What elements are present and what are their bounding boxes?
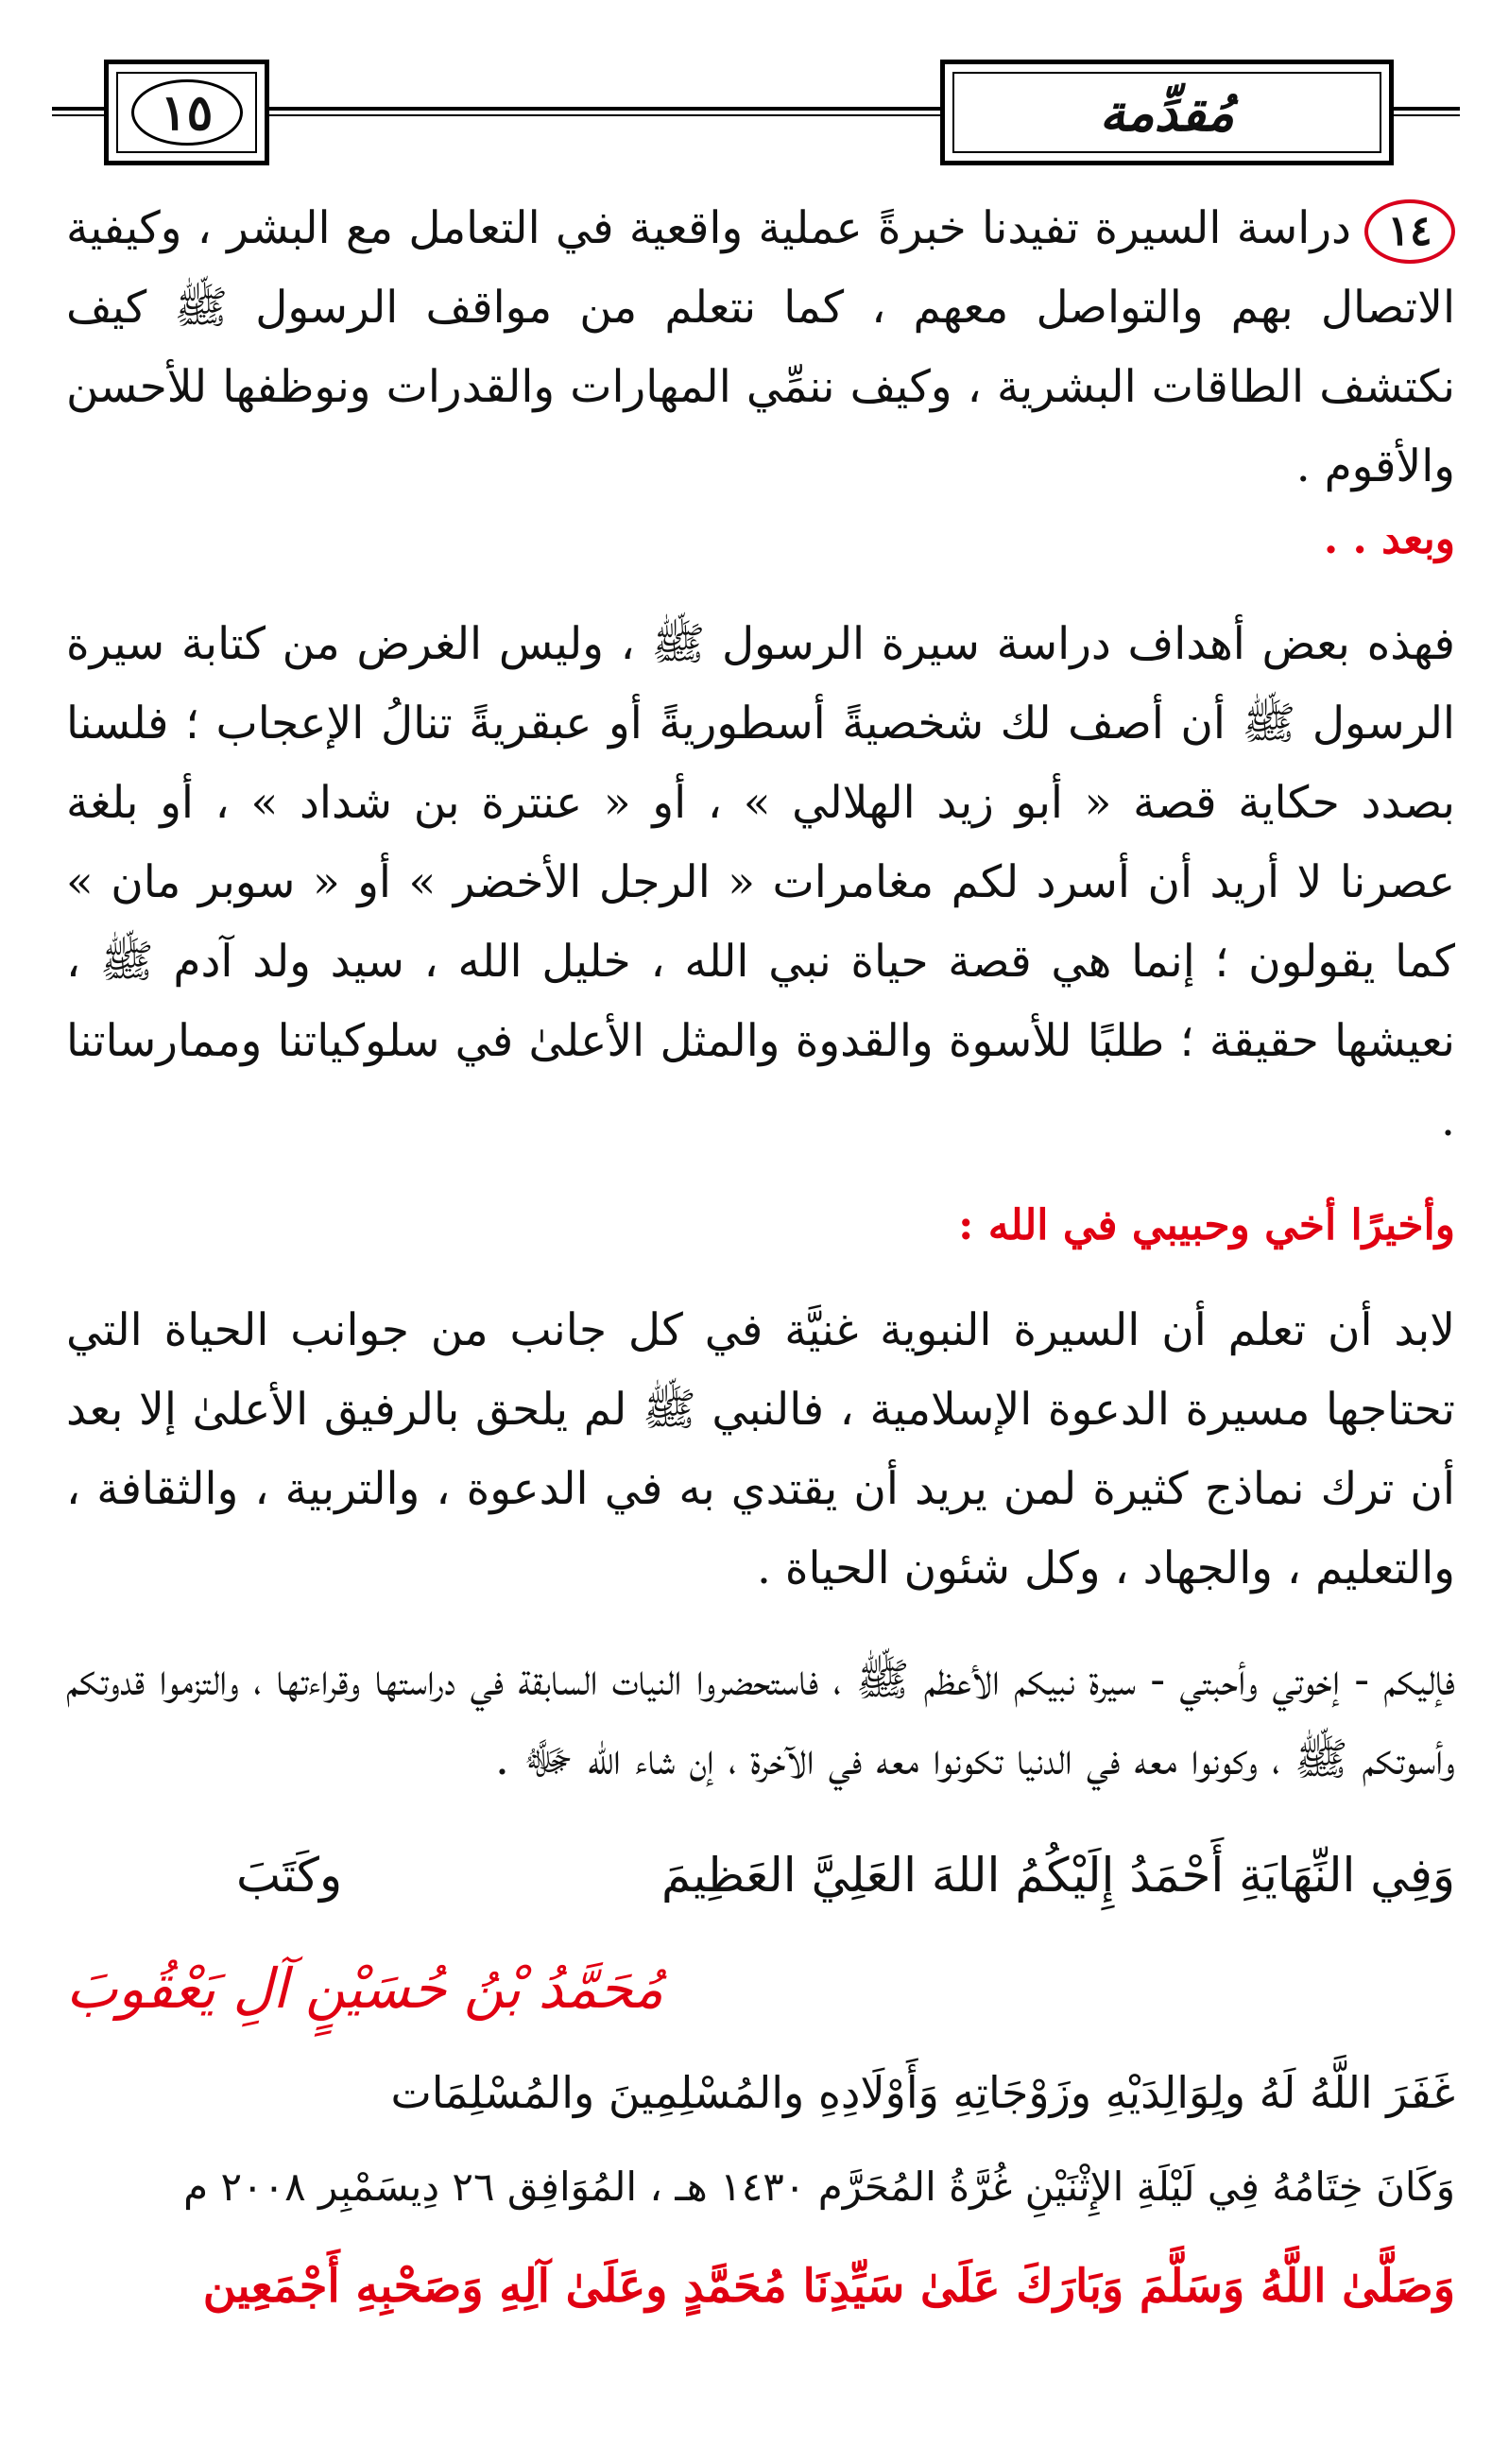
page-content: [66, 189, 1455, 2338]
closing-date: وَكَانَ خِتَامُهُ فِي لَيْلَةِ الإِثْنَيْنِ غُرَّةُ المُحَرَّم ١٤٣٠ هـ ، المُوَافِق ٢٦ دِيسَمْبِر ٢٠٠٨ م: [183, 2163, 1455, 2210]
labud-paragraph: لابد أن تعلم أن السيرة النبوية غنيَّة في كل جانب من جوانب الحياة التي تحتاجها مسيرة الدعوة الإسلامية ، فالنبي ﷺ لم يلحق بالرفيق الأعلىٰ إلا بعد أن ترك نماذج كثيرة لمن يريد أن يقتدي به في الدعوة ، والتربية ، والثقافة ، والتعليم ، والجهاد ، وكل شئون الحياة .: [66, 1304, 1455, 1594]
wabad-heading: وبعد . .: [1323, 515, 1455, 563]
page-header: [52, 52, 1460, 161]
author-name: مُحَمَّدُ بْنُ حُسَيْنٍ آلِ يَعْقُوبَ: [66, 1956, 664, 2021]
section-title-frame: [940, 60, 1394, 165]
closing-dua: غَفَرَ اللَّهُ لَهُ ولِوَالِدَيْهِ وزَوْجَاتِهِ وَأَوْلَادِهِ والمُسْلِمِينَ والمُسْلِمَات: [390, 2067, 1455, 2118]
ilaykum-paragraph: فإليكم - إخوتي وأحبتي - سيرة نبيكم الأعظم ﷺ ، فاستحضروا النيات السابقة في دراستها وقراءتها ، والتزموا قدوتكم وأسوتكم ﷺ ، وكونوا معه في الدنيا تكونوا معه في الآخرة ، إن شاء الله ﷻ .: [66, 1654, 1455, 1785]
closing-hamd-line: [66, 1828, 1455, 1922]
katab-label: وكَتَبَ: [236, 1848, 343, 1903]
intro-paragraph: فهذه بعض أهداف دراسة سيرة الرسول ﷺ ، وليس الغرض من كتابة سيرة الرسول ﷺ أن أصف لك شخصيةً أسطوريةً أو عبقريةً تنالُ الإعجاب ؛ فلسنا بصدد حكاية قصة « أبو زيد الهلالي » ، أو « عنترة بن شداد » ، أو بلغة عصرنا لا أريد أن أسرد لكم مغامرات « الرجل الأخضر » أو « سوبر مان » كما يقولون ؛ إنما هي قصة حياة نبي الله ، خليل الله ، سيد ولد آدم ﷺ ، نعيشها حقيقة ؛ طلبًا للأسوة والقدوة والمثل الأعلىٰ في سلوكياتنا وممارساتنا .: [66, 618, 1455, 1146]
closing-hamd: وَفِي النِّهَايَةِ أَحْمَدُ إِلَيْكُمُ اللهَ العَلِيَّ العَظِيمَ: [661, 1848, 1455, 1903]
closing-blessing: وَصَلَّىٰ اللَّهُ وَسَلَّمَ وَبَارَكَ عَلَىٰ سَيِّدِنَا مُحَمَّدٍ وعَلَىٰ آلِهِ وَصَحْبِهِ أَجْمَعِين: [202, 2260, 1455, 2313]
page-number: ١٥: [131, 79, 243, 146]
page-number-frame: [104, 60, 269, 165]
akhi-heading: وأخيرًا أخي وحبيبي في الله :: [958, 1201, 1455, 1249]
point-14-paragraph: [66, 189, 1455, 507]
point-number-badge: ١٤: [1364, 199, 1455, 264]
point-14-text: دراسة السيرة تفيدنا خبرةً عملية واقعية في التعامل مع البشر ، وكيفية الاتصال بهم والتواصل معهم ، كما نتعلم من مواقف الرسول ﷺ كيف نكتشف الطاقات البشرية ، وكيف ننمِّي المهارات والقدرات ونوظفها للأحسن والأقوم .: [66, 202, 1455, 492]
section-title: مُقدِّمة: [1099, 82, 1235, 143]
